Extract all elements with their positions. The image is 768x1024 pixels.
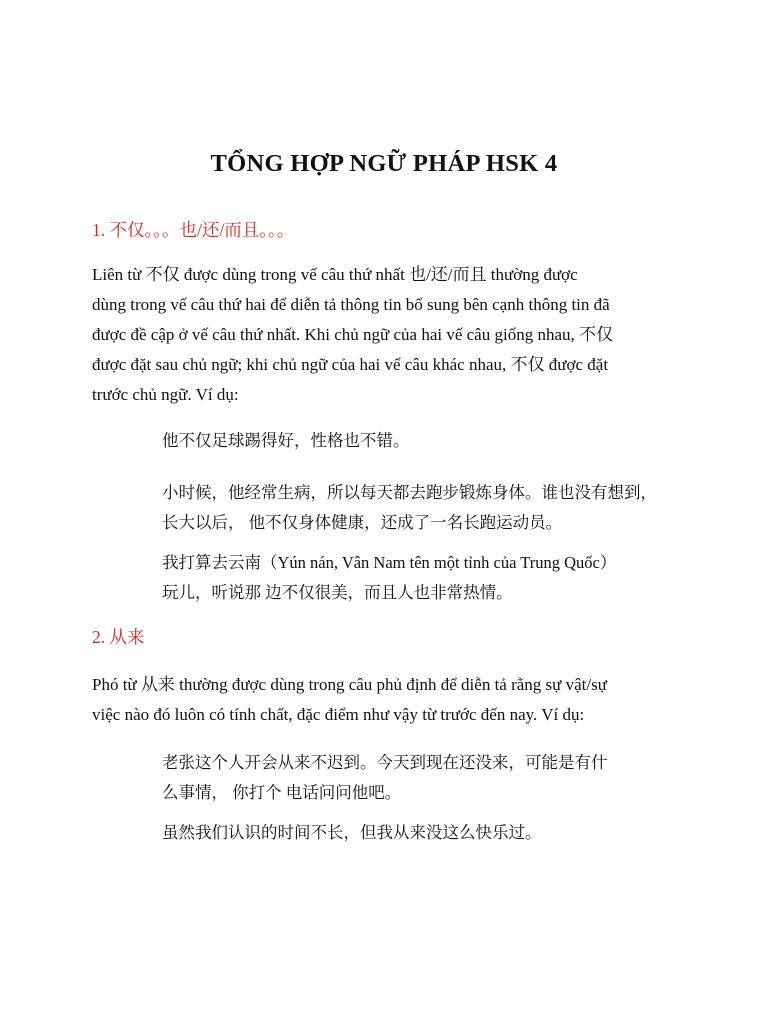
paragraph-line: Phó từ 从来 thường được dùng trong câu phủ định để diễn tả rằng sự vật/sự	[92, 675, 607, 694]
example-line: 老张这个人开会从来不迟到。今天到现在还没来，可能是有什	[162, 753, 608, 772]
section-1-example-2	[162, 478, 722, 538]
section-2-example-2	[162, 818, 722, 848]
section-1-paragraph	[92, 260, 682, 410]
example-line: 玩儿，听说那 边不仅很美，而且人也非常热情。	[162, 583, 513, 602]
section-2-paragraph	[92, 670, 682, 730]
example-line: 我打算去云南（Yún nán, Vân Nam tên một tỉnh của Trung Quốc）	[162, 553, 617, 572]
paragraph-line: trước chủ ngữ. Ví dụ:	[92, 385, 239, 404]
example-line: 他不仅足球踢得好，性格也不错。	[162, 431, 410, 450]
section-2-example-1	[162, 748, 722, 808]
example-line: 么事情， 你打个 电话问问他吧。	[162, 783, 402, 802]
document-title: TỔNG HỢP NGỮ PHÁP HSK 4	[210, 150, 558, 177]
example-line: 小时候，他经常生病，所以每天都去跑步锻炼身体。谁也没有想到，	[162, 483, 657, 502]
paragraph-line: việc nào đó luôn có tính chất, đặc điểm như vậy từ trước đến nay. Ví dụ:	[92, 705, 585, 724]
example-line: 长大以后， 他不仅身体健康，还成了一名长跑运动员。	[162, 513, 563, 532]
paragraph-line: dùng trong vế câu thứ hai để diễn tả thông tin bổ sung bên cạnh thông tin đã	[92, 295, 610, 314]
section-1-example-1	[162, 426, 722, 456]
section-2-heading: 2. 从来	[92, 627, 145, 647]
paragraph-line: được đặt sau chủ ngữ; khi chủ ngữ của hai vế câu khác nhau, 不仅 được đặt	[92, 355, 609, 374]
section-1-example-3	[162, 548, 722, 608]
example-line: 虽然我们认识的时间不长，但我从来没这么快乐过。	[162, 823, 542, 842]
paragraph-line: Liên từ 不仅 được dùng trong vế câu thứ nhất 也/还/而且 thường được	[92, 265, 578, 284]
section-1-heading: 1. 不仅。。。也/还/而且。。。	[92, 220, 295, 240]
paragraph-line: được đề cập ở vế câu thứ nhất. Khi chủ ngữ của hai vế câu giống nhau, 不仅	[92, 325, 613, 344]
